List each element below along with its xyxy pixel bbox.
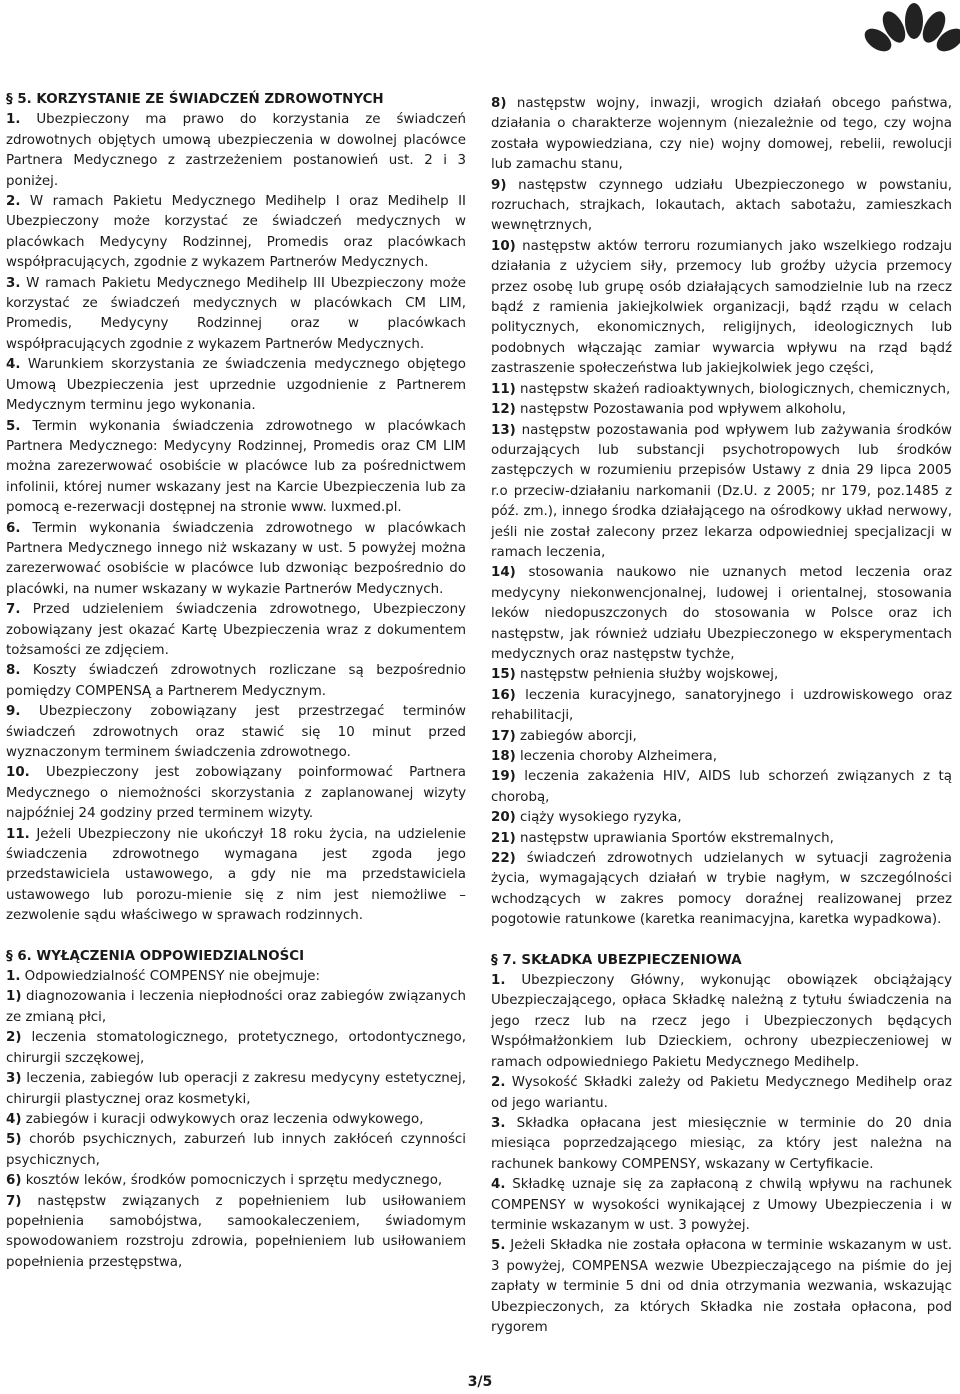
paragraph: [6, 274, 466, 356]
item-number: 7.: [6, 602, 21, 618]
item-text: leczenia, zabiegów lub operacji z zakresu medycyny estetycznej, chirurgii plastycznej oraz kosmetyki,: [6, 1071, 466, 1107]
section-7-title: § 7. SKŁADKA UBEZPIECZENIOWA: [491, 952, 742, 968]
paragraph: [6, 355, 466, 416]
item-text: Ubezpieczony ma prawo do korzystania ze świadczeń zdrowotnych objętych umową ubezpieczenia w dowolnej placówce Partnera Medycznego z zastrzeżeniem postanowień ust. 2 i 3 poniżej.: [6, 112, 466, 189]
paragraph: [491, 971, 952, 1073]
item-number: 9): [491, 177, 507, 193]
item-text: następstw związanych z popełnieniem lub usiłowaniem popełnienia samobójstwa, samookaleczeniem, świadomym spowodowaniem rozstroju zdrowia, popełnieniem lub usiłowaniem popełnienia przestępstwa,: [6, 1193, 466, 1270]
paragraph: [6, 192, 466, 274]
item-number: 3.: [491, 1115, 506, 1131]
item-number: 1.: [6, 969, 21, 985]
item-number: 1): [6, 989, 22, 1005]
page-number: 3/5: [467, 1374, 493, 1390]
paragraph: [491, 808, 952, 828]
item-number: 15): [491, 667, 516, 683]
paragraph: [6, 110, 466, 192]
item-number: 5): [6, 1132, 22, 1148]
item-text: Przed udzieleniem świadczenia zdrowotnego, Ubezpieczony zobowiązany jest okazać Kartę Ubezpieczenia wraz z dokumentem tożsamości ze zdjęciem.: [6, 602, 466, 658]
item-number: 2): [6, 1030, 22, 1046]
section-6-title: § 6. WYŁĄCZENIA ODPOWIEDZIALNOŚCI: [6, 948, 305, 964]
item-number: 6): [6, 1173, 22, 1189]
section-5-body: [6, 110, 466, 926]
item-number: 3.: [6, 275, 21, 291]
section-6-body: [6, 967, 466, 1273]
paragraph: [491, 1175, 952, 1236]
paragraph: [6, 825, 466, 927]
item-number: 13): [491, 422, 516, 438]
item-text: świadczeń zdrowotnych udzielanych w sytuacji zagrożenia życia, wymagających działań w trybie nagłym, w szczególności wchodzących w zakres pomocy doraźnej realizowanej przez pogotowie ratunkowe (karetka reanimacyjna, karetka wypadkowa).: [491, 851, 952, 928]
item-number: 4.: [491, 1177, 506, 1193]
item-number: 17): [491, 728, 516, 744]
paragraph: [6, 1110, 466, 1130]
item-text: zabiegów aborcji,: [515, 728, 637, 744]
item-text: następstw czynnego udziału Ubezpieczonego w powstaniu, rozruchach, strajkach, lokautach, aktach sabotażu, zamieszkach wewnętrznych,: [491, 177, 952, 234]
paragraph: [491, 176, 952, 237]
item-text: W ramach Pakietu Medycznego Medihelp I oraz Medihelp II Ubezpieczony może korzystać ze świadczeń medycznych w placówkach Medycyny Rodzinnej, Promedis oraz placówkach współpracujących, zgodnie z wykazem Partnerów Medycznych.: [6, 194, 466, 271]
item-number: 18): [491, 749, 516, 764]
item-text: następstw pełnienia służby wojskowej,: [515, 667, 779, 683]
item-number: 22): [491, 851, 516, 867]
item-number: 8.: [6, 663, 21, 679]
item-text: Termin wykonania świadczenia zdrowotnego w placówkach Partnera Medycznego: Medycyny Rodzinnej, Promedis oraz CM LIM można zarezerwować osobiście w placówce lub za pośrednictwem infolinii, której numer wskazany jest na Karcie Ubezpieczenia lub za pomocą e-rezerwacji dostępnej na stronie www. luxmed.pl.: [6, 418, 466, 516]
compensa-logo-icon: [860, 0, 960, 58]
item-text: następstw wojny, inwazji, wrogich działań obcego państwa, działania o charakterze wojennym (niezależnie od tego, czy wojna została wypowiedziana, czy nie) wojny domowej, rebelii, rewolucji lub zamachu stanu,: [491, 96, 952, 173]
item-text: Składka opłacana jest miesięcznie w terminie do 20 dnia miesiąca poprzedzającego miesiąc, za który jest należna na rachunek bankowy COMPENSY, wskazany w Certyfikacie.: [491, 1115, 952, 1172]
paragraph: [6, 763, 466, 824]
item-text: Ubezpieczony Główny, wykonując obowiązek obciążający Ubezpieczającego, opłaca Składkę należną z tytułu świadczenia na jego rzecz lub na rzecz jego i Ubezpieczonych będących Współmałżonkiem lub Dzieckiem, ochrony ubezpieczeniowej w ramach odpowiedniego Pakietu Medycznego Medihelp.: [491, 973, 952, 1070]
paragraph: [491, 1236, 952, 1338]
paragraph: [491, 1114, 952, 1175]
item-number: 2.: [491, 1075, 506, 1091]
item-number: 20): [491, 810, 516, 826]
item-text: stosowania naukowo nie uznanych metod leczenia oraz medycyny niekonwencjonalnej, ludowej i orientalnej, stosowania leków niedopuszczonych do stosowania w Polsce oraz ich następstw, jak również udziału Ubezpieczonego w eksperymentach medycznych oraz następstw tychże,: [491, 565, 952, 662]
item-number: 3): [6, 1071, 22, 1087]
item-number: 4): [6, 1111, 22, 1127]
paragraph: [491, 380, 952, 400]
item-number: 11.: [6, 826, 30, 842]
item-text: leczenia kuracyjnego, sanatoryjnego i uzdrowiskowego oraz rehabilitacji,: [491, 687, 952, 724]
item-text: leczenia zakażenia HIV, AIDS lub schorzeń związanych z tą chorobą,: [491, 769, 952, 805]
section-6-continued: [491, 94, 952, 931]
paragraph: [491, 747, 952, 767]
paragraph: [6, 1028, 466, 1069]
item-text: ciąży wysokiego ryzyka,: [515, 810, 682, 826]
item-number: 8): [491, 96, 507, 111]
item-number: 5.: [6, 418, 21, 434]
paragraph: [6, 1130, 466, 1171]
paragraph: [6, 1171, 466, 1191]
paragraph: [6, 1192, 466, 1274]
paragraph: [6, 987, 466, 1028]
item-number: 6.: [6, 520, 21, 536]
paragraph: [491, 665, 952, 685]
paragraph: [6, 661, 466, 702]
paragraph: [491, 94, 952, 176]
item-text: Termin wykonania świadczenia zdrowotnego w placówkach Partnera Medycznego innego niż wskazany w ust. 5 powyżej można zarezerwować osobiście w placówce lub dzwoniąc bezpośrednio do placówki, na numer wskazany w wykazie Partnerów Medycznych.: [6, 520, 466, 597]
item-number: 12): [491, 402, 516, 418]
paragraph: [491, 727, 952, 747]
item-number: 14): [491, 565, 516, 581]
item-text: Składkę uznaje się za zapłaconą z chwilą wpływu na rachunek COMPENSY w wysokości wynikającej z Umowy Ubezpieczenia i w terminie wskazanym w ust. 3 powyżej.: [491, 1177, 952, 1233]
item-number: 19): [491, 769, 516, 785]
item-text: kosztów leków, środków pomocniczych i sprzętu medycznego,: [21, 1173, 443, 1189]
paragraph: [491, 1073, 952, 1114]
item-text: zabiegów i kuracji odwykowych oraz leczenia odwykowego,: [21, 1111, 424, 1127]
paragraph: [6, 967, 466, 987]
item-number: 4.: [6, 357, 21, 373]
item-number: 1.: [491, 973, 506, 989]
paragraph: [491, 563, 952, 665]
paragraph: [491, 237, 952, 380]
item-text: następstw uprawiania Sportów ekstremalnych,: [515, 830, 834, 846]
item-text: Jeżeli Składka nie została opłacona w terminie wskazanym w ust. 3 powyżej, COMPENSA wezwie Ubezpieczającego na piśmie do jej zapłaty w terminie 5 dni od dnia otrzymania wezwania, wskazując Ubezpieczonych, za których Składka nie została opłacona, pod rygorem: [491, 1238, 952, 1335]
right-column: [491, 94, 952, 1338]
item-number: 1.: [6, 112, 21, 128]
item-text: następstw Pozostawania pod wpływem alkoholu,: [515, 402, 847, 418]
item-text: leczenia stomatologicznego, protetycznego, ortodontycznego, chirurgii szczękowej,: [6, 1030, 466, 1066]
item-text: leczenia choroby Alzheimera,: [515, 749, 718, 764]
item-number: 11): [491, 381, 516, 397]
item-text: W ramach Pakietu Medycznego Medihelp III Ubezpieczony może korzystać ze świadczeń medycznych w placówkach CM LIM, Promedis, Medycyny Rodzinnej oraz w placówkach współpracujących zgodnie z wykazem Partnerów Medycznych.: [6, 275, 466, 352]
item-number: 16): [491, 687, 516, 703]
item-text: Wysokość Składki zależy od Pakietu Medycznego Medihelp oraz od jego wariantu.: [491, 1075, 952, 1111]
section-5-title: § 5. KORZYSTANIE ZE ŚWIADCZEŃ ZDROWOTNYCH: [6, 92, 384, 107]
item-text: Warunkiem skorzystania ze świadczenia medycznego objętego Umową Ubezpieczenia jest uprzednie uzgodnienie z Partnerem Medycznym terminu jego wykonania.: [6, 357, 466, 414]
paragraph: [491, 767, 952, 808]
item-number: 9.: [6, 704, 21, 720]
left-column: [6, 90, 466, 1273]
item-number: 5.: [491, 1238, 506, 1254]
paragraph: [491, 849, 952, 931]
paragraph: [6, 417, 466, 519]
paragraph: [6, 1069, 466, 1110]
item-text: następstw pozostawania pod wpływem lub zażywania środków odurzających lub substancji psychotropowych lub środków zastępczych w rozumieniu przepisów Ustawy z dnia 29 lipca 2005 r.o przeciw-działaniu narkomanii (Dz.U. z 2005; nr 179, poz.1485 z póź. zm.), innego środka działającego na ośrodkowy układ nerwowy, jeśli nie został zalecony przez lekarza odpowiedniej specjalizacji w ramach leczenia,: [491, 422, 952, 560]
item-text: Odpowiedzialność COMPENSY nie obejmuje:: [20, 969, 321, 985]
item-text: Ubezpieczony zobowiązany jest przestrzegać terminów świadczeń zdrowotnych oraz stawić się 10 minut przed wyznaczonym terminem świadczenia zdrowotnego.: [6, 704, 466, 760]
paragraph: [491, 686, 952, 727]
item-number: 2.: [6, 194, 21, 210]
paragraph: [491, 421, 952, 564]
item-text: diagnozowania i leczenia niepłodności oraz zabiegów związanych ze zmianą płci,: [6, 989, 466, 1025]
paragraph: [6, 600, 466, 661]
paragraph: [6, 519, 466, 601]
item-number: 21): [491, 830, 516, 846]
item-number: 10): [491, 238, 516, 254]
paragraph: [491, 400, 952, 420]
item-text: Koszty świadczeń zdrowotnych rozliczane są bezpośrednio pomiędzy COMPENSĄ a Partnerem Medycznym.: [6, 663, 466, 699]
item-number: 10.: [6, 765, 30, 781]
item-text: Jeżeli Ubezpieczony nie ukończył 18 roku życia, na udzielenie świadczenia zdrowotnego wymagana jest zgoda jego przedstawiciela ustawowego, a gdy nie ma przedstawiciela ustawowego lub porozu-mienie się z nim jest niemożliwe – zezwolenie sądu właściwego w sprawach rodzinnych.: [6, 826, 466, 924]
paragraph: [491, 829, 952, 849]
item-number: 7): [6, 1193, 22, 1209]
item-text: następstw skażeń radioaktywnych, biologicznych, chemicznych,: [515, 381, 951, 397]
item-text: Ubezpieczony jest zobowiązany poinformować Partnera Medycznego o niemożności skorzystania z zaplanowanej wizyty najpóźniej 24 godziny przed terminem wizyty.: [6, 765, 466, 822]
section-7-body: [491, 971, 952, 1338]
item-text: chorób psychicznych, zaburzeń lub innych zakłóceń czynności psychicznych,: [6, 1132, 466, 1168]
item-text: następstw aktów terroru rozumianych jako wszelkiego rodzaju działania z użyciem siły, przemocy lub groźby użycia przemocy przez osobę lub grupę osób działających samodzielnie lub na rzecz bądź z ramienia jakiejkolwiek organizacji, bądź rządu w celach politycznych, ekonomicznych, religijnych, ideologicznych lub podobnych włączając zamiar wywarcia wpływu na rząd bądź zastraszenie społeczeństwa lub jakiejkolwiek jego części,: [491, 238, 952, 377]
paragraph: [6, 702, 466, 763]
